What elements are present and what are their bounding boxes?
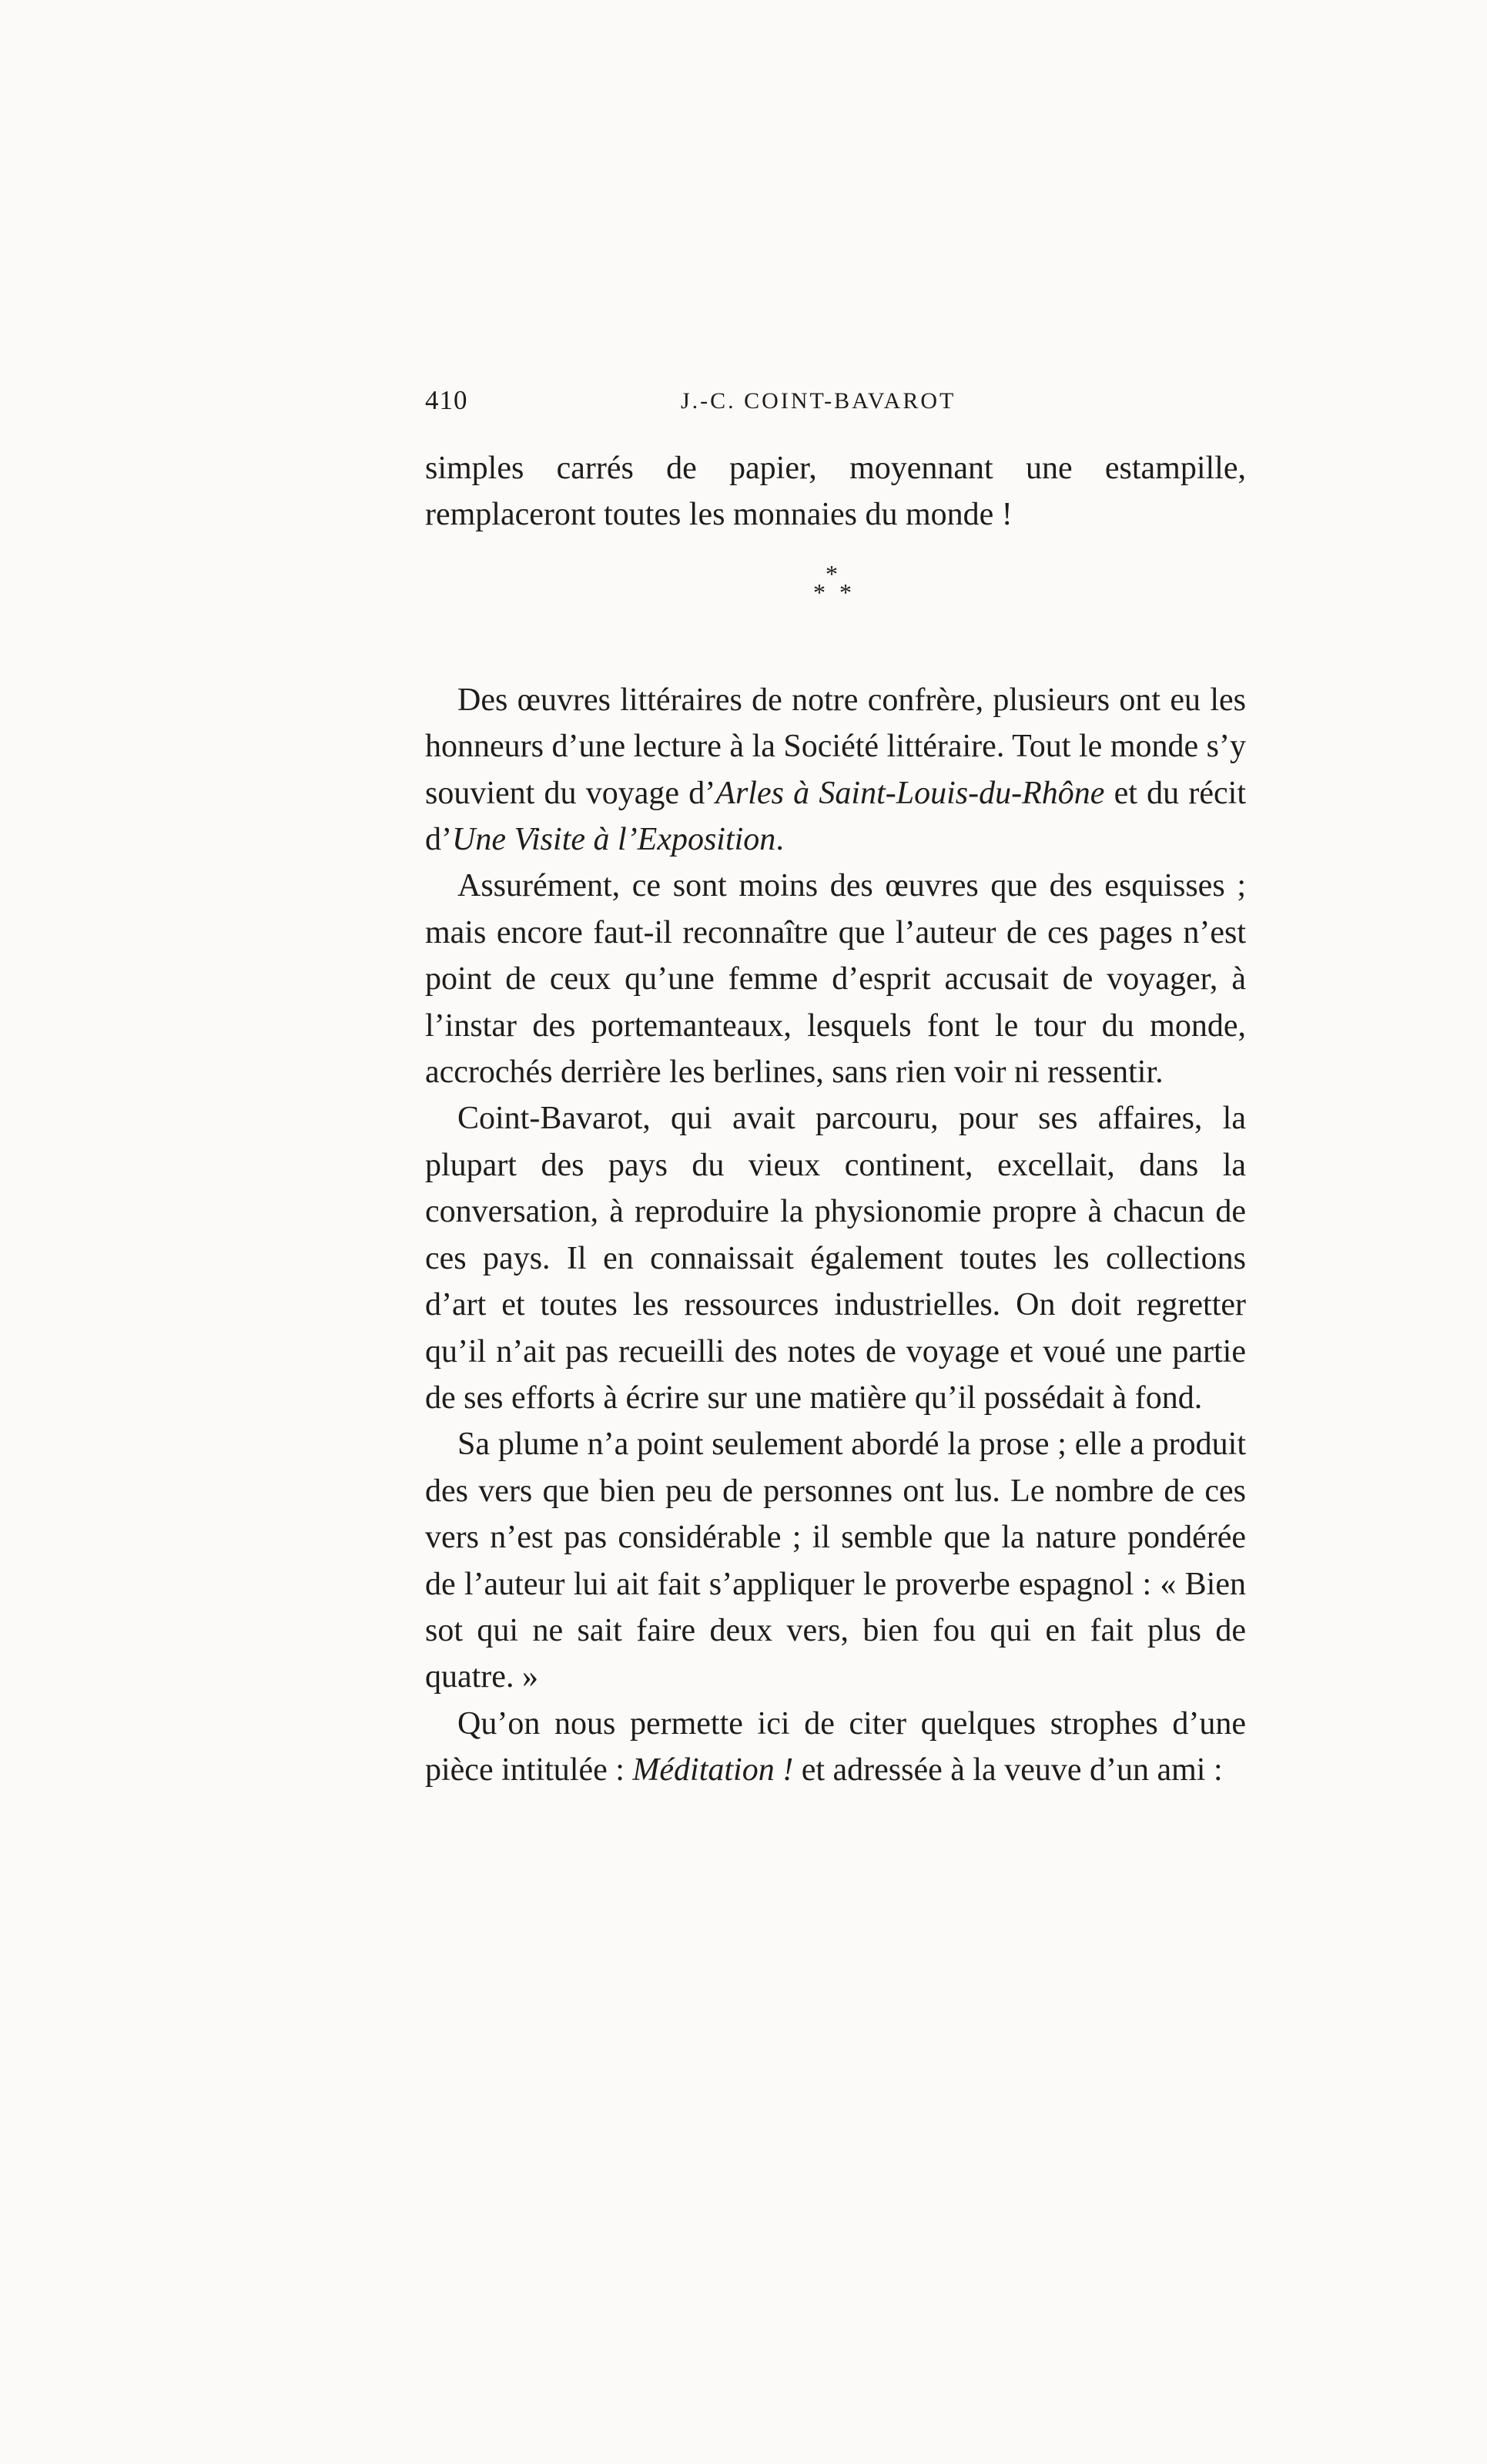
paragraph-travels <box>425 1095 1246 1421</box>
paragraph-text: Qu’on nous permette ici de citer quelques strophes d’une pièce intitulée : <box>425 1705 1246 1788</box>
title-meditation: Méditation ! <box>632 1752 794 1788</box>
paragraph-literary-works <box>425 677 1246 863</box>
running-head: J.-C. COINT-BAVAROT <box>681 388 956 414</box>
paragraph-sketches <box>425 863 1246 1095</box>
paragraph-meditation <box>425 1701 1246 1794</box>
paragraph-text: Assurément, ce sont moins des œuvres que des esquisses ; mais encore faut-il reconnaître que l’auteur de ces pages n’est point de ceux qu’une femme d’esprit accusait de voyager, à l’instar des portemanteaux, lesquels font le tour du monde, accrochés derrière les berlines, sans rien voir ni ressentir. <box>425 868 1246 1091</box>
paragraph-text: Coint-Bavarot, qui avait parcouru, pour ses affaires, la plupart des pays du vieux continent, excellait, dans la conversation, à reproduire la physionomie propre à chacun de ces pays. Il en connaissait également toutes les collections d’art et toutes les ressources industrielles. On doit regretter qu’il n’ait pas recueilli des notes de voyage et voué une partie de ses efforts à écrire sur une matière qu’il possédait à fond. <box>425 1101 1246 1416</box>
page-header <box>422 385 1254 431</box>
asterism-star-right: * <box>839 578 852 606</box>
title-arles: Arles à Saint-Louis-du-Rhône <box>715 775 1105 811</box>
paragraph-text: et adressée à la veuve d’un ami : <box>793 1752 1223 1788</box>
asterism-star-top: * <box>826 559 838 588</box>
paragraph-text: Des œuvres littéraires de notre confrère, plusieurs ont eu les honneurs d’une lecture à la Société littéraire. Tout le monde s’y souvient du voyage d’ <box>425 682 1246 811</box>
paragraph-text: . <box>775 822 784 858</box>
paragraph-text: simples carrés de papier, moyennant une estampille, remplaceront toutes les monnaies du monde ! <box>425 451 1246 533</box>
title-visite: Une Visite à l’Exposition <box>452 822 776 858</box>
paragraph-verses <box>425 1421 1246 1700</box>
paragraph-text: et du récit d’ <box>425 775 1247 858</box>
asterism-star-left: * <box>813 578 826 606</box>
body-text <box>425 445 1246 1794</box>
page-number: 410 <box>425 385 468 415</box>
paragraph-text: Sa plume n’a point seulement abordé la prose ; elle a produit des vers que bien peu de personnes ont lus. Le nombre de ces vers n’est pas considérable ; il semble que la nature pondérée de l’auteur lui ait fait s’appliquer le proverbe espagnol : « Bien sot qui ne sait faire deux vers, bien fou qui en fait plus de quatre. » <box>425 1426 1246 1695</box>
asterism <box>425 559 1246 646</box>
paragraph-continuation <box>425 445 1246 538</box>
